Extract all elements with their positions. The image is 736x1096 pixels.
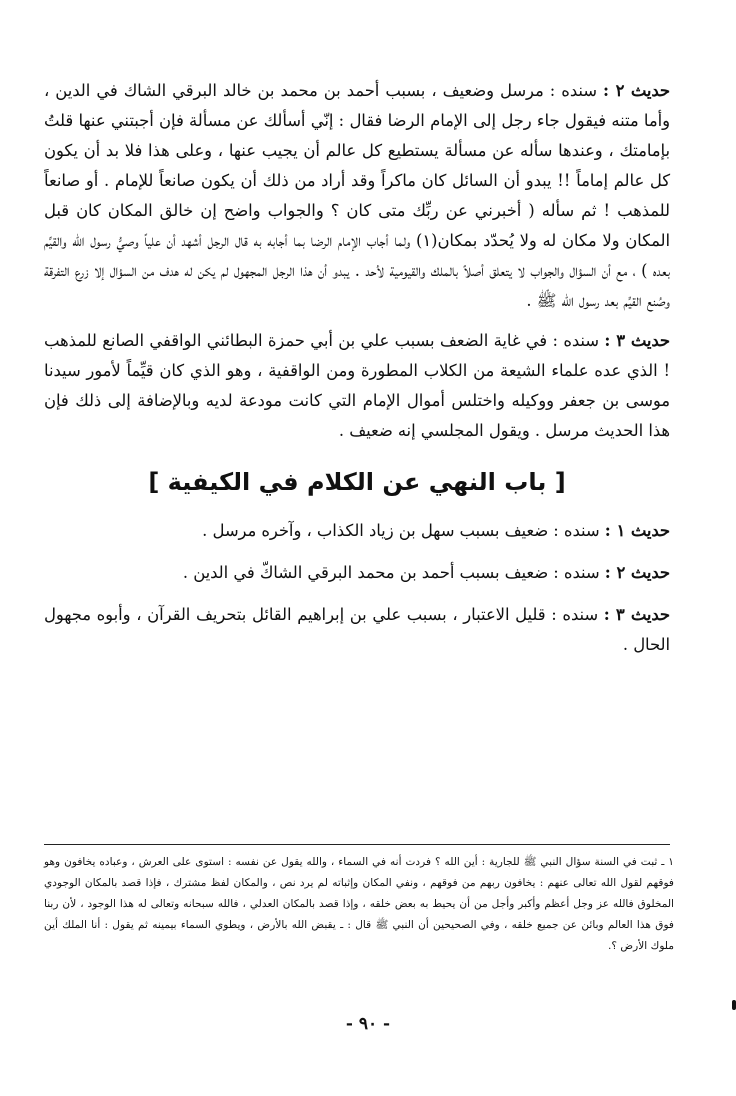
chapter-hadith-2 <box>44 558 670 588</box>
hadith-label: حديث ٣ : <box>604 331 670 350</box>
hadith-2 <box>44 76 670 316</box>
chapter-title: [ باب النهي عن الكلام في الكيفية ] <box>148 468 566 496</box>
hadith-label: حديث ٢ : <box>603 81 670 100</box>
page-number: - ٩٠ - <box>345 1014 391 1034</box>
hadith-text: سنده : في غاية الضعف بسبب علي بن أبي حمزة البطائني الواقفي الصانع للمذهب ! الذي عده علماء الشيعة من الكلاب المطورة ومن الواقفية ، وهو الذي كان قيِّماً لأمور سيدنا موسى بن جعفر ووكيله واختلس أموال الإمام التي كانت مودعة لديه وبالإضافة إلى ذلك فإن هذا الحديث مرسل . ويقول المجلسي إنه ضعيف . <box>44 331 670 440</box>
footnote-divider <box>44 844 670 845</box>
chapter-hadith-3 <box>44 600 670 660</box>
hadith-label: حديث ١ : <box>604 521 670 540</box>
hadith-3 <box>44 326 670 446</box>
page-body <box>44 76 670 672</box>
chapter-hadith-1 <box>44 516 670 546</box>
footnote: ١ ـ ثبت في السنة سؤال النبي ﷺ للجارية : أين الله ؟ فردت أنه في السماء ، والله يقول عن نفسه : استوى على العرش ، وعباده يخافون وهو فوقهم لقول الله تعالى عنهم : يخافون ربهم من فوقهم ، ونفي المكان وإثباته لم يرد نص ، والمكان لفظ مشترك ، فإذا قصد بالمكان الوجودي المخلوق فالله عز وجل أعظم وأكبر وأجل من أن يحيط به بعض خلقه ، وإذا قصد بالمكان العدلي ، فالله سبحانه وتعالى له هذا الوجود ، لأن ربنا فوق هذا العالم وبائن عن جميع خلقه ، وفي الصحيحين أن النبي ﷺ قال : ـ يقبض الله بالأرض ، ويطوي السماء بيمينه ثم يقول : أنا الملك أين ملوك الأرض ؟. <box>44 856 674 952</box>
hadith-text: سنده : قليل الاعتبار ، بسبب علي بن إبراهيم القائل بتحريف القرآن ، وأبوه مجهول الحال . <box>44 605 670 654</box>
hadith-text: سنده : ضعيف بسبب أحمد بن محمد البرقي الشاكّ في الدين . <box>182 563 600 582</box>
hadith-text: سنده : مرسل وضعيف ، بسبب أحمد بن محمد بن خالد البرقي الشاك في الدين ، وأما متنه فيقول جاء رجل إلى الإمام الرضا فقال : إنّي أسألك عن مسألة فإن أجبتني عنها قلتُ بإمامتك ، وعندها سأله عن مسألة يستطيع كل عالم أن يجيب عنها ، وعلى هذا فلا بد أن يكون كل عالم إماماً !! يبدو أن السائل كان ماكراً وقد أراد من ذلك أن يكون صانعاً للإمام . أو صانعاً للمذهب ! ثم سأله ( أخبرني عن ربِّك متى كان ؟ والجواب واضح إن خالق المكان كان قبل المكان ولا مكان له ولا يُحدّد بمكان(١) ولما أجاب الإمام الرضا بما أجابه به قال الرجل أشهد أن علياً وصيُّ رسول الله والقيِّم بعده ) ، مع أن السؤال والجواب لا يتعلق أصلاً بالملك والقيومية لأحد . يبدو أن هذا الرجل المجهول لم يكن له هدف من السؤال إلا زرع التفرقة وصُنع القيِّم بعد رسول الله ﷺ . <box>44 81 671 310</box>
hadith-label: حديث ٢ : <box>604 563 670 582</box>
edge-mark <box>732 1000 736 1010</box>
hadith-text: سنده : ضعيف بسبب سهل بن زياد الكذاب ، وآخره مرسل . <box>202 521 600 540</box>
hadith-label: حديث ٣ : <box>603 605 670 624</box>
